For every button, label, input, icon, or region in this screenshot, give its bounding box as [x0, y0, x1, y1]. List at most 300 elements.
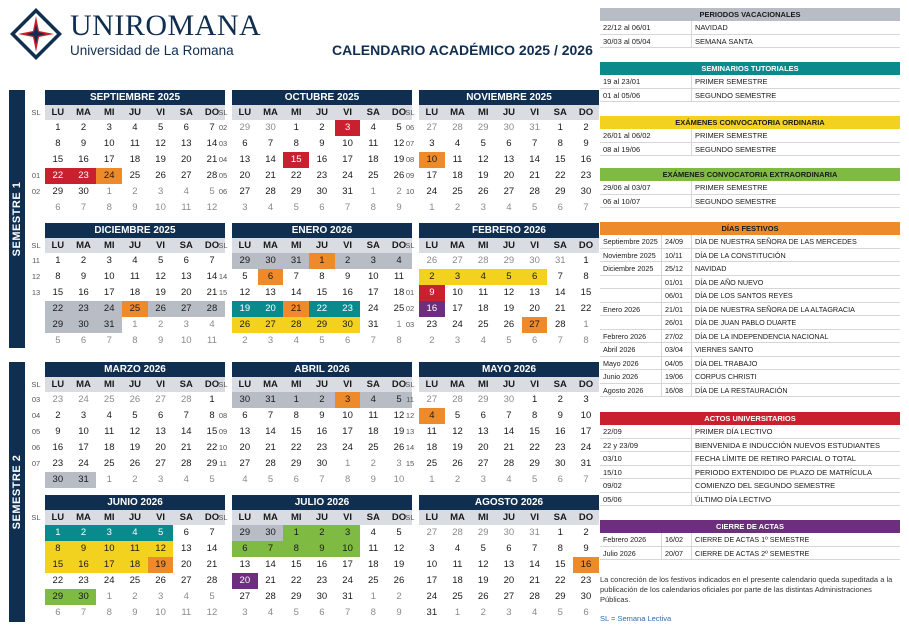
day-cell: 26	[477, 591, 489, 602]
day-cell: 30	[554, 458, 566, 469]
day-cell: 4	[506, 474, 512, 485]
day-cell: 9	[396, 202, 402, 213]
day-cell: 28	[265, 458, 276, 469]
day-cell: 15	[290, 559, 302, 570]
week-row	[45, 253, 225, 269]
sl-week-number: 12	[31, 272, 41, 281]
day-cell: 3	[506, 607, 512, 618]
day-cell: 9	[319, 138, 325, 149]
day-cell: 12	[148, 541, 174, 557]
day-cell: 7	[506, 410, 512, 421]
day-cell: 16	[316, 154, 328, 165]
week-row	[45, 168, 225, 184]
day-cell: 28	[180, 394, 192, 405]
weekday-label: MI	[477, 107, 489, 118]
day-cell: 10	[393, 474, 405, 485]
day-cell: 6	[183, 527, 189, 538]
week-row	[419, 269, 599, 285]
day-cell: 23	[316, 575, 328, 586]
weekday-label: LU	[51, 379, 65, 390]
panel-description: SEMANA SANTA	[695, 36, 753, 46]
day-cell: 12	[206, 607, 218, 618]
day-cell: 15	[529, 426, 540, 437]
sl-week-number	[29, 301, 43, 317]
day-cell: 3	[183, 319, 189, 330]
day-cell: 8	[45, 541, 71, 557]
panel-month: Agosto 2026	[600, 384, 662, 397]
day-cell: 31	[554, 255, 566, 266]
day-cell: 24	[367, 303, 379, 314]
sl-week-column	[216, 238, 230, 349]
sl-week-column	[403, 105, 417, 216]
day-cell: 31	[529, 527, 540, 538]
day-cell: 27	[239, 186, 251, 197]
day-cell: 3	[396, 458, 402, 469]
panel-description: PRIMER SEMESTRE	[695, 183, 768, 192]
day-cell: 1	[283, 392, 309, 408]
day-cell: 21	[503, 442, 515, 453]
day-cell: 29	[309, 317, 335, 333]
day-cell: 18	[129, 287, 141, 298]
panel-date: 22 y 23/09	[600, 439, 692, 452]
day-cell: 4	[531, 607, 538, 618]
sl-week-number: 15	[405, 459, 415, 468]
weekday-label: SA	[179, 379, 193, 390]
panel-description: DÍA DE LOS SANTOS REYES	[695, 291, 793, 300]
week-row	[419, 253, 599, 269]
day-cell: 19	[155, 154, 166, 165]
day-cell: 16	[342, 287, 353, 298]
day-cell: 16	[52, 442, 64, 453]
panel-date: 15/10	[600, 466, 692, 479]
day-cell: 6	[583, 607, 589, 618]
weekday-label: DO	[204, 240, 220, 251]
day-cell: 23	[316, 442, 328, 453]
week-row	[232, 317, 412, 333]
week-row	[232, 424, 412, 440]
sl-header: SL	[405, 241, 415, 250]
day-cell: 1	[209, 394, 215, 405]
panel-row	[600, 547, 900, 561]
week-row	[419, 184, 599, 200]
day-cell: 6	[557, 202, 563, 213]
week-row	[232, 269, 412, 285]
day-cell: 16	[580, 154, 592, 165]
day-cell: 26	[232, 317, 258, 333]
day-cell: 1	[283, 525, 309, 541]
day-cell: 18	[477, 303, 489, 314]
month-calendar	[419, 495, 599, 621]
day-cell: 25	[452, 591, 463, 602]
sl-week-number	[403, 200, 417, 216]
day-cell: 27	[503, 186, 515, 197]
day-cell: 5	[293, 202, 299, 213]
day-cell: 2	[71, 525, 97, 541]
week-row	[419, 301, 599, 317]
sl-week-number	[29, 200, 43, 216]
weekday-label: MI	[103, 512, 115, 523]
day-cell: 13	[180, 271, 192, 282]
day-cell: 3	[157, 591, 164, 602]
panel-date: 22/09	[600, 425, 692, 438]
weekday-label: JU	[128, 512, 141, 523]
day-cell: 31	[426, 607, 438, 618]
day-cell: 12	[477, 154, 489, 165]
sl-week-number: 11	[219, 459, 227, 468]
weekday-label: LU	[238, 240, 252, 251]
week-row	[232, 408, 412, 424]
day-cell: 19	[232, 301, 258, 317]
day-cell: 7	[106, 335, 112, 346]
day-cell: 20	[258, 301, 284, 317]
day-cell: 8	[583, 271, 589, 282]
panel-row	[600, 262, 900, 276]
page-title: CALENDARIO ACADÉMICO 2025 / 2026	[332, 42, 593, 58]
weekday-header	[232, 510, 412, 525]
day-cell: 11	[129, 138, 140, 149]
day-cell: 9	[419, 285, 445, 301]
panel-description: PRIMER SEMESTRE	[695, 131, 768, 140]
day-cell: 15	[52, 154, 64, 165]
month-title: JULIO 2026	[232, 495, 412, 510]
university-events-title: ACTOS UNIVERSITARIOS	[600, 412, 900, 425]
week-row	[232, 472, 412, 488]
month-title: ENERO 2026	[232, 223, 412, 238]
weekday-label: MA	[263, 379, 278, 390]
day-cell: 2	[132, 591, 138, 602]
day-cell: 6	[183, 255, 189, 266]
sl-week-number: 01	[31, 171, 41, 180]
panel-date: 04/05	[662, 357, 692, 370]
sl-week-number: 01	[405, 288, 415, 297]
day-cell: 7	[531, 543, 538, 554]
weekday-label: DO	[391, 379, 407, 390]
week-row	[232, 557, 412, 573]
weekday-header	[419, 377, 599, 392]
day-cell: 1	[557, 122, 563, 133]
panel-description: COMIENZO DEL SEGUNDO SEMESTRE	[695, 481, 836, 490]
day-cell: 4	[293, 335, 299, 346]
day-cell: 2	[454, 474, 461, 485]
day-cell: 3	[445, 269, 471, 285]
day-cell: 3	[454, 335, 461, 346]
day-cell: 8	[531, 410, 538, 421]
day-cell: 2	[583, 527, 589, 538]
day-cell: 19	[155, 287, 166, 298]
weekday-label: LU	[238, 512, 252, 523]
day-cell: 28	[206, 170, 218, 181]
day-cell: 1	[370, 186, 376, 197]
day-cell: 14	[290, 287, 302, 298]
day-cell: 20	[239, 170, 251, 181]
day-cell: 5	[496, 269, 522, 285]
day-cell: 8	[396, 335, 402, 346]
day-cell: 23	[554, 442, 566, 453]
weekday-label: MA	[76, 240, 91, 251]
day-cell: 17	[452, 303, 463, 314]
panel-date: 03/04	[662, 343, 692, 356]
day-cell: 15	[290, 426, 302, 437]
day-cell: 7	[209, 122, 215, 133]
day-cell: 29	[290, 458, 302, 469]
panel-month	[600, 316, 662, 329]
day-cell: 8	[319, 271, 325, 282]
month-calendar	[232, 495, 412, 621]
day-cell: 30	[316, 458, 328, 469]
sl-header: SL	[31, 241, 41, 250]
day-cell: 25	[477, 319, 489, 330]
day-cell: 3	[106, 255, 112, 266]
sl-week-number: 02	[218, 123, 228, 132]
sl-week-number	[29, 472, 43, 488]
day-cell: 30	[71, 317, 97, 333]
week-row	[419, 573, 599, 589]
day-cell: 3	[429, 138, 435, 149]
panel-month: Noviembre 2025	[600, 249, 662, 262]
day-cell: 2	[480, 607, 486, 618]
sl-week-number	[403, 541, 417, 557]
panel-row	[600, 35, 900, 49]
day-cell: 6	[183, 122, 189, 133]
week-row	[419, 333, 599, 349]
panel-row	[600, 533, 900, 547]
panel-row	[600, 181, 900, 195]
day-cell: 3	[267, 335, 274, 346]
day-cell: 26	[503, 319, 515, 330]
day-cell: 9	[309, 541, 335, 557]
weekday-label: JU	[502, 107, 515, 118]
day-cell: 21	[265, 442, 276, 453]
day-cell: 4	[454, 543, 461, 554]
day-cell: 8	[557, 543, 563, 554]
day-cell: 13	[239, 426, 251, 437]
week-row	[232, 541, 412, 557]
month-calendar	[45, 495, 225, 621]
week-row	[45, 605, 225, 621]
week-row	[45, 392, 225, 408]
day-cell: 16	[316, 426, 328, 437]
week-row	[419, 557, 599, 573]
day-cell: 3	[96, 525, 122, 541]
weekday-label: LU	[425, 107, 439, 118]
panel-description: DÍA DE AÑO NUEVO	[695, 277, 764, 287]
panel-month: Junio 2026	[600, 370, 662, 383]
day-cell: 2	[396, 591, 402, 602]
day-cell: 20	[503, 575, 515, 586]
day-cell: 2	[557, 394, 563, 405]
day-cell: 6	[557, 474, 563, 485]
panel-description: DÍA DE NUESTRA SEÑORA DE LAS MERCEDES	[695, 237, 857, 246]
day-cell: 25	[452, 186, 463, 197]
day-cell: 23	[52, 394, 64, 405]
weekday-label: SA	[366, 240, 380, 251]
weekday-label: JU	[128, 107, 141, 118]
day-cell: 18	[426, 442, 438, 453]
day-cell: 29	[529, 458, 540, 469]
day-cell: 18	[103, 442, 115, 453]
day-cell: 12	[477, 559, 489, 570]
day-cell: 23	[52, 458, 64, 469]
sl-week-column	[29, 377, 43, 488]
day-cell: 3	[242, 607, 248, 618]
day-cell: 31	[529, 122, 540, 133]
day-cell: 24	[426, 186, 438, 197]
holidays-panel	[600, 222, 900, 397]
day-cell: 30	[316, 186, 328, 197]
day-cell: 10	[180, 335, 192, 346]
sl-week-number: 03	[31, 395, 41, 404]
day-cell: 4	[183, 186, 189, 197]
week-row	[45, 557, 225, 573]
day-cell: 1	[132, 319, 138, 330]
day-cell: 31	[283, 253, 309, 269]
sl-header: SL	[218, 108, 228, 117]
week-row	[45, 541, 225, 557]
day-cell: 31	[342, 186, 353, 197]
panel-description: BIENVENIDA E INDUCCIÓN NUEVOS ESTUDIANTES	[695, 440, 881, 450]
sl-week-column	[216, 510, 230, 621]
day-cell: 27	[426, 122, 438, 133]
panel-description: PERIODO EXTENDIDO DE PLAZO DE MATRÍCULA	[695, 467, 872, 477]
day-cell: 7	[267, 138, 274, 149]
weekday-label: MI	[103, 240, 115, 251]
weekday-label: JU	[315, 379, 328, 390]
week-row	[45, 472, 225, 488]
sl-header: SL	[218, 241, 228, 250]
semester-1-label: SEMESTRE 1	[11, 181, 23, 257]
panel-date: 16/08	[662, 384, 692, 397]
week-row	[232, 120, 412, 136]
day-cell: 29	[554, 591, 566, 602]
day-cell: 27	[180, 170, 192, 181]
panel-description: SEGUNDO SEMESTRE	[695, 90, 777, 100]
panel-date: 10/11	[662, 249, 692, 262]
day-cell: 8	[293, 138, 299, 149]
sl-header: SL	[218, 380, 228, 389]
day-cell: 20	[180, 154, 192, 165]
day-cell: 13	[503, 559, 515, 570]
sl-week-number	[29, 573, 43, 589]
day-cell: 13	[503, 154, 515, 165]
panel-row	[600, 479, 900, 493]
day-cell: 19	[503, 303, 515, 314]
week-row	[419, 605, 599, 621]
month-title: AGOSTO 2026	[419, 495, 599, 510]
day-cell: 26	[452, 458, 463, 469]
day-cell: 9	[557, 410, 563, 421]
day-cell: 16	[71, 557, 97, 573]
day-cell: 20	[529, 303, 540, 314]
sl-header: SL	[31, 380, 41, 389]
day-cell: 7	[80, 607, 87, 618]
sl-week-number	[29, 120, 43, 136]
day-cell: 11	[122, 541, 148, 557]
weekday-label: VI	[343, 379, 353, 390]
week-row	[419, 408, 599, 424]
holidays-title: DÍAS FESTIVOS	[600, 222, 900, 235]
panel-description: DÍA DE NUESTRA SEÑORA DE LA ALTAGRACIA	[695, 304, 855, 314]
day-cell: 4	[386, 253, 412, 269]
weekday-label: JU	[128, 240, 141, 251]
semester-2-band	[9, 362, 25, 622]
weekday-label: MI	[103, 379, 115, 390]
weekday-label: SA	[553, 240, 567, 251]
panel-description: SEGUNDO SEMESTRE	[695, 196, 777, 206]
panel-row	[600, 439, 900, 453]
day-cell: 2	[583, 122, 589, 133]
weekday-label: SA	[553, 107, 567, 118]
day-cell: 2	[396, 186, 402, 197]
day-cell: 10	[342, 138, 353, 149]
day-cell: 2	[80, 122, 87, 133]
panel-date: 05/06	[600, 493, 692, 506]
day-cell: 5	[454, 410, 461, 421]
panel-date: 24/09	[662, 235, 692, 248]
day-cell: 24	[580, 442, 592, 453]
panel-description: DÍA DE LA RESTAURACIÓN	[695, 385, 788, 395]
day-cell: 15	[580, 287, 592, 298]
weekday-label: VI	[343, 512, 353, 523]
weekday-label: VI	[156, 512, 166, 523]
day-cell: 11	[368, 138, 379, 149]
day-cell: 10	[155, 202, 166, 213]
day-cell: 10	[580, 410, 592, 421]
day-cell: 30	[71, 589, 97, 605]
weekday-label: SA	[179, 107, 193, 118]
panel-description: NAVIDAD	[695, 23, 728, 32]
day-cell: 11	[426, 426, 437, 437]
day-cell: 12	[452, 426, 463, 437]
weekday-label: VI	[530, 379, 540, 390]
day-cell: 8	[209, 410, 215, 421]
day-cell: 6	[506, 543, 512, 554]
day-cell: 23	[78, 575, 89, 586]
day-cell: 7	[209, 527, 215, 538]
panel-description: DÍA DE JUAN PABLO DUARTE	[695, 318, 797, 327]
week-row	[419, 440, 599, 456]
sl-week-number	[403, 333, 417, 349]
day-cell: 21	[265, 170, 276, 181]
weekday-label: MA	[450, 512, 465, 523]
sl-week-number: 06	[31, 443, 41, 452]
sl-week-number: 11	[32, 256, 40, 265]
sl-week-number: 05	[31, 427, 41, 436]
day-cell: 26	[426, 255, 438, 266]
weekday-header	[45, 238, 225, 253]
day-cell: 21	[529, 170, 540, 181]
day-cell: 11	[207, 335, 217, 346]
week-row	[232, 253, 412, 269]
day-cell: 5	[480, 138, 486, 149]
day-cell: 29	[232, 525, 258, 541]
day-cell: 26	[129, 458, 141, 469]
day-cell: 19	[477, 575, 489, 586]
day-cell: 21	[206, 287, 218, 298]
day-cell: 22	[554, 170, 566, 181]
day-cell: 19	[477, 170, 489, 181]
day-cell: 30	[78, 186, 89, 197]
panel-month: Septiembre 2025	[600, 235, 662, 248]
day-cell: 4	[506, 202, 512, 213]
week-row	[45, 136, 225, 152]
day-cell: 30	[45, 472, 71, 488]
weekday-label: SA	[179, 240, 193, 251]
day-cell: 14	[265, 559, 276, 570]
panel-row	[600, 466, 900, 480]
sl-week-column	[29, 510, 43, 621]
weekday-label: VI	[156, 379, 166, 390]
day-cell: 19	[129, 442, 141, 453]
